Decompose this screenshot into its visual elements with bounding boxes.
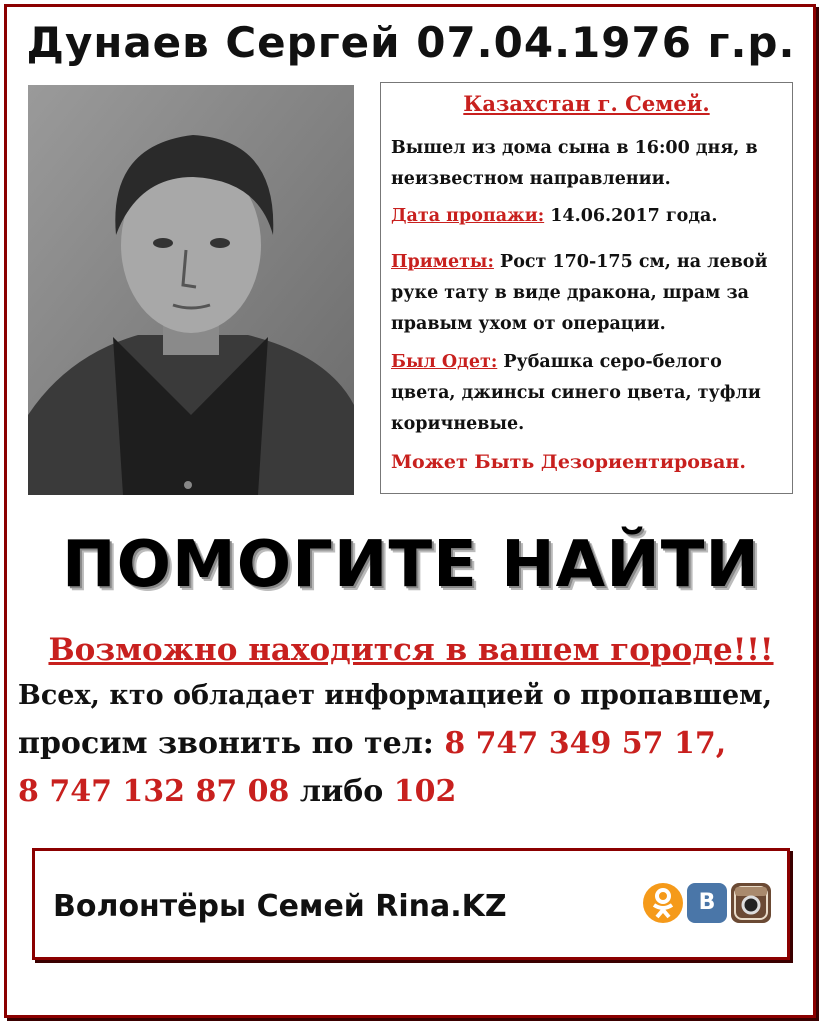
signs-row xyxy=(391,247,786,340)
vk-icon[interactable]: В xyxy=(687,883,727,923)
maybe-in-city-text: Возможно находится в вашем городе!!! xyxy=(48,632,774,668)
footer-banner xyxy=(32,848,790,960)
date-value: 14.06.2017 года. xyxy=(550,206,718,226)
phone-1[interactable]: 8 747 349 57 17, xyxy=(444,726,727,761)
location: Казахстан г. Семей. xyxy=(463,91,710,116)
signs-value: Рост 170-175 см, на левой руке тату в виде дракона, шрам за правым ухом от операции. xyxy=(391,252,768,334)
volunteers-text: Волонтёры Семей Rina.KZ xyxy=(53,889,507,924)
phone-2[interactable]: 8 747 132 87 08 xyxy=(18,774,290,809)
help-find-headline: ПОМОГИТЕ НАЙТИ xyxy=(62,528,760,602)
phone-3[interactable]: 102 xyxy=(393,774,457,809)
date-label: Дата пропажи: xyxy=(391,206,545,226)
info-box xyxy=(380,82,793,494)
odnoklassniki-icon[interactable] xyxy=(643,883,683,923)
portrait-image xyxy=(28,85,354,495)
warning-text: Может Быть Дезориентирован. xyxy=(391,451,746,473)
or-text: либо xyxy=(299,774,384,809)
signs-label: Приметы: xyxy=(391,252,494,272)
poster-title: Дунаев Сергей 07.04.1976 г.р. xyxy=(26,18,796,67)
contact-line-1: Всех, кто обладает информацией о пропавшем, xyxy=(18,680,772,711)
call-request-text: просим звонить по тел: xyxy=(18,726,434,761)
missing-person-photo xyxy=(28,85,354,495)
contact-line-2 xyxy=(18,726,726,761)
date-row xyxy=(391,201,786,232)
clothes-row xyxy=(391,347,786,440)
instagram-icon[interactable] xyxy=(731,883,771,923)
left-home-text: Вышел из дома сына в 16:00 дня, в неизвестном направлении. xyxy=(391,138,758,189)
clothes-value: Рубашка серо-белого цвета, джинсы синего цвета, туфли коричневые. xyxy=(391,352,761,434)
contact-line-3 xyxy=(18,774,456,809)
clothes-label: Был Одет: xyxy=(391,352,498,372)
